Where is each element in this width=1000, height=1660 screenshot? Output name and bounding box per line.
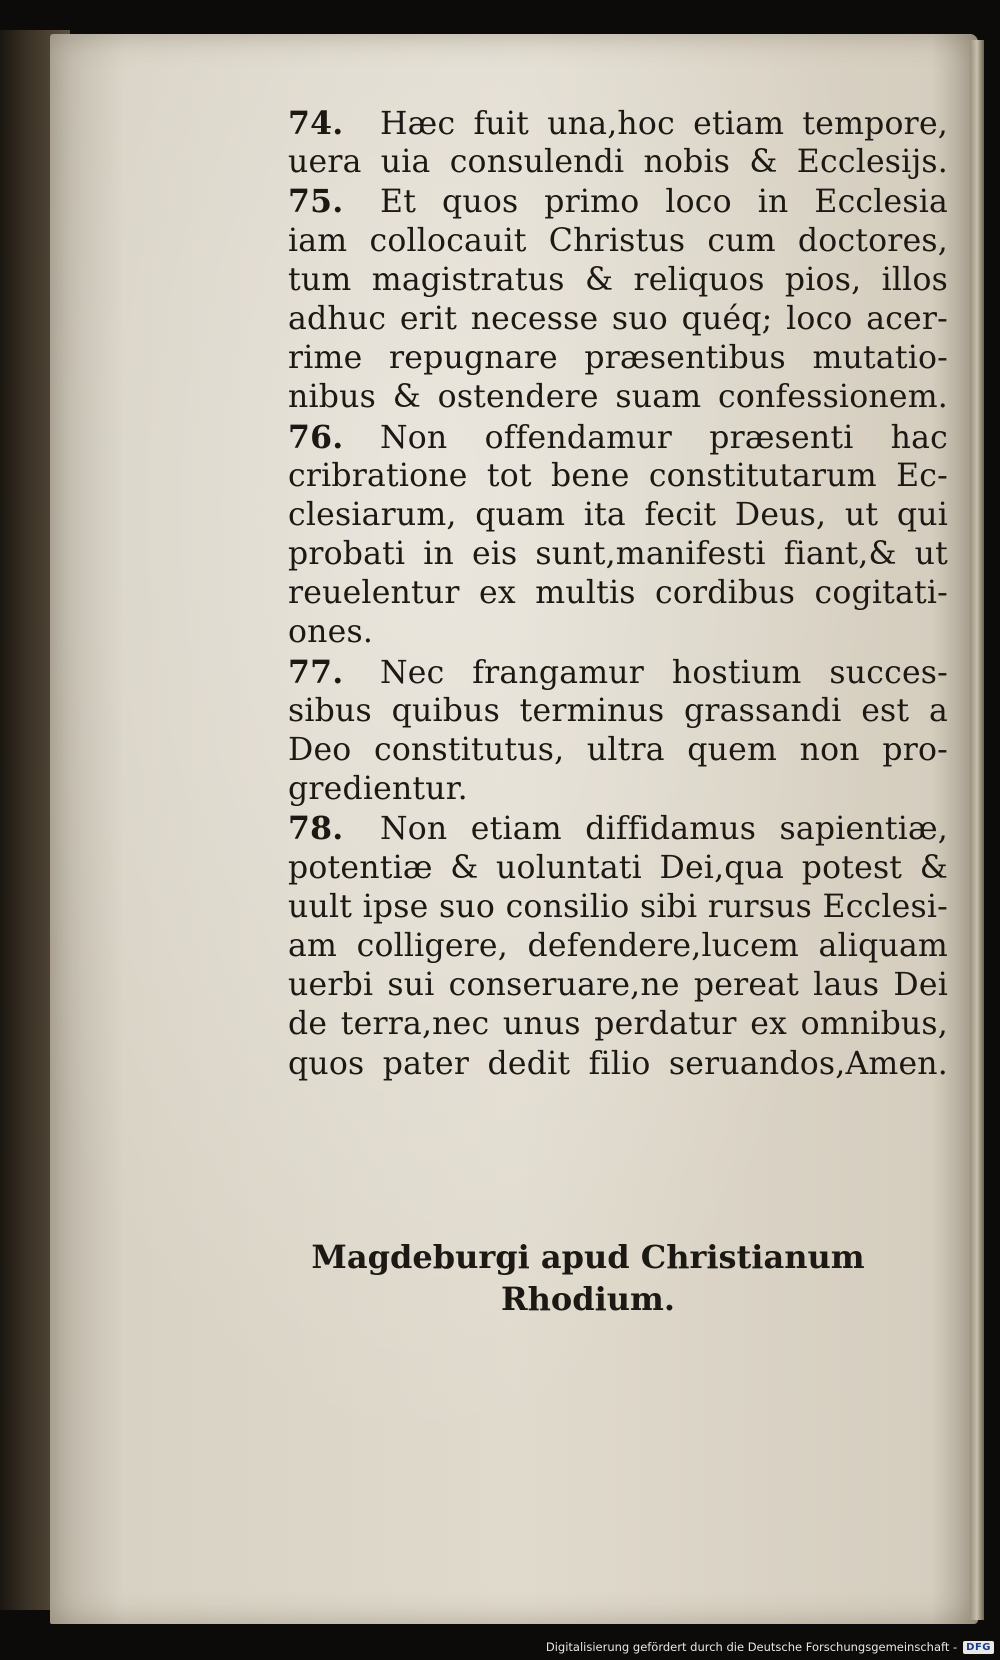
text-line: tum magistratus & reliquos pios, illos (288, 261, 948, 298)
text-line: uerbi sui conseruare,ne pereat laus Dei (288, 967, 948, 1004)
paragraph-77-line-1 (288, 653, 948, 692)
text-line: iam collocauit Christus cum doctores, (288, 222, 948, 259)
footer-credit-text: Digitalisierung gefördert durch die Deutsche Forschungsgemeinschaft - (545, 1640, 958, 1654)
paragraph-number: 76. (288, 418, 344, 456)
text-line: adhuc erit necesse suo quéq; loco acer- (288, 300, 948, 337)
text-line: rime repugnare præsentibus mutatio- (288, 340, 948, 377)
paragraph-75-line-1 (288, 182, 948, 221)
text-line: Non etiam diffidamus sapientiæ, (380, 811, 948, 848)
text-line: uult ipse suo consilio sibi rursus Ecclesi- (288, 888, 948, 925)
imprint-line-1: Magdeburgi apud Christianum (311, 1238, 865, 1276)
text-line: quos pater dedit filio seruandos,Amen. (288, 1045, 948, 1082)
digitization-footer (546, 1636, 994, 1658)
printer-imprint (288, 1236, 888, 1320)
text-line: Nec frangamur hostium succes- (380, 654, 948, 691)
text-line: nibus & ostendere suam confessionem. (288, 379, 948, 416)
paragraph-number: 75. (288, 183, 344, 221)
paragraph-number: 77. (288, 653, 344, 691)
text-line: sibus quibus terminus grassandi est a (288, 692, 948, 729)
page-text (288, 104, 948, 1084)
paragraph-number: 74. (288, 105, 344, 142)
text-line: cribratione tot bene constitutarum Ec- (288, 457, 948, 494)
dfg-logo-icon: DFG (963, 1641, 994, 1654)
text-line: gredientur. (288, 771, 468, 808)
text-line: Et quos primo loco in Ecclesia (380, 184, 948, 221)
paragraph-76-line-1 (288, 418, 948, 457)
text-line: Hæc fuit una,hoc etiam tempore, (380, 106, 948, 142)
text-line: uera uia consulendi nobis & Ecclesijs. (288, 144, 948, 181)
page-edge (970, 40, 984, 1620)
text-line: potentiæ & uoluntati Dei,qua potest & (288, 849, 948, 886)
text-line: ones. (288, 614, 374, 651)
text-line: de terra,nec unus perdatur ex omnibus, (288, 1006, 948, 1043)
text-line: clesiarum, quam ita fecit Deus, ut qui (288, 496, 948, 533)
text-line: reuelentur ex multis cordibus cogitati- (288, 575, 948, 612)
text-line: Non offendamur præsenti hac (380, 419, 948, 456)
text-line: am colligere, defendere,lucem aliquam (288, 927, 948, 964)
imprint-line-2: Rhodium. (501, 1280, 675, 1318)
text-line: probati in eis sunt,manifesti fiant,& ut (288, 536, 948, 573)
paragraph-78-line-1 (288, 809, 948, 848)
paragraph-74-line-1 (288, 104, 948, 143)
text-line: Deo constitutus, ultra quem non pro- (288, 732, 948, 768)
paragraph-number: 78. (288, 810, 344, 848)
